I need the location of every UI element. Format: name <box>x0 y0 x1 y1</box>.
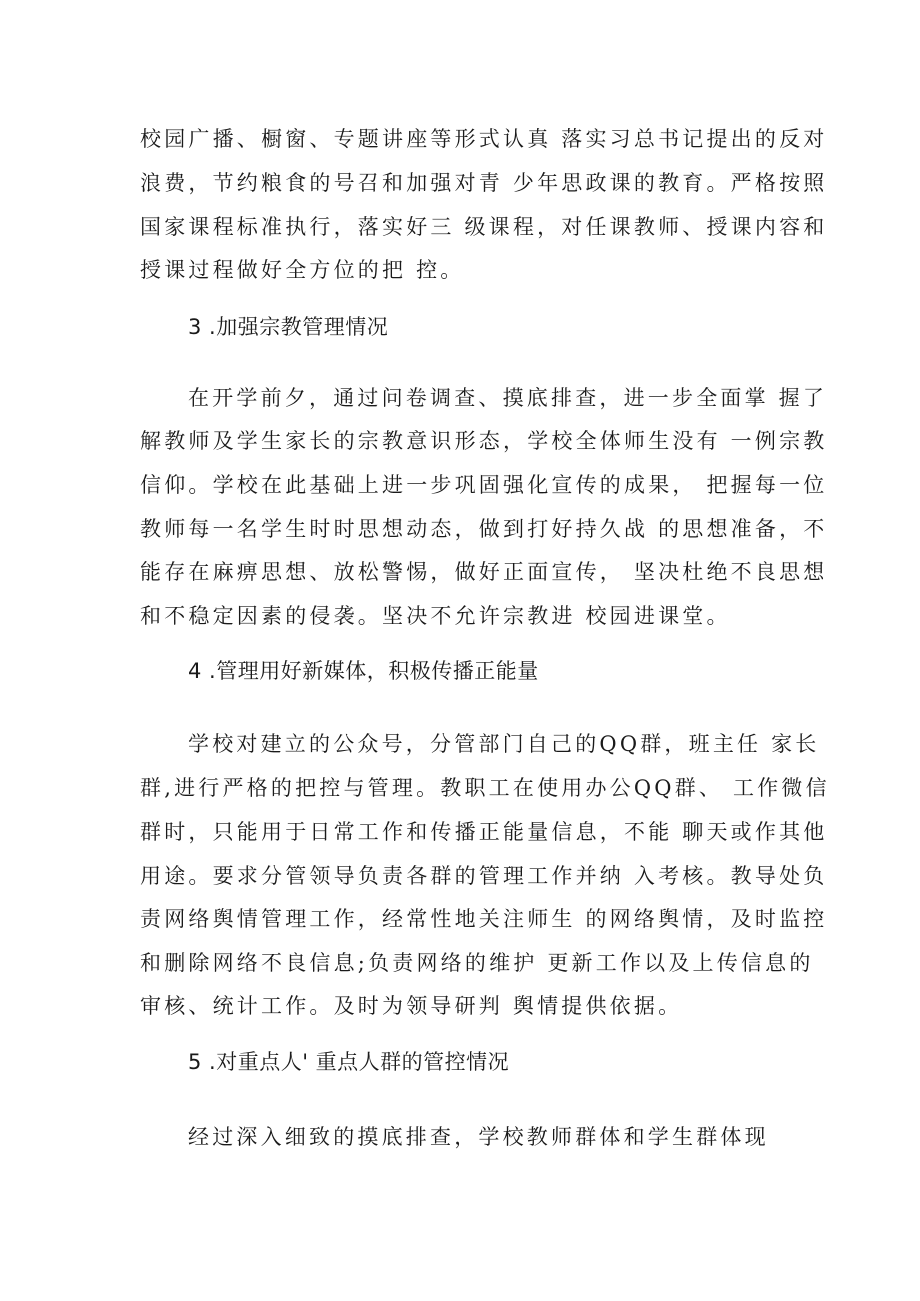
paragraph-3-line-2: 解教师及学生家长的宗教意识形态，学校全体师生没有 一例宗教 <box>140 429 828 453</box>
paragraph-1-line-4: 授课过程做好全方位的把 控。 <box>140 258 465 282</box>
paragraph-3-line-3: 信仰。学校在此基础上进一步巩固强化宣传的成果， 把握每一位 <box>140 473 828 497</box>
paragraph-3-line-5: 能存在麻痹思想、放松警惕，做好正面宣传， 坚决杜绝不良思想 <box>140 560 828 584</box>
section-5-heading: 5 .对重点人' 重点人群的管控情况 <box>188 1050 510 1074</box>
paragraph-3-line-6: 和不稳定因素的侵袭。坚决不允许宗教进 校园进课堂。 <box>140 604 731 628</box>
paragraph-4-line-4: 用途。要求分管领导负责各群的管理工作并纳 入考核。教导处负 <box>140 864 828 888</box>
paragraph-1-line-1: 校园广播、橱窗、专题讲座等形式认真 落实习总书记提出的反对 <box>140 127 828 151</box>
paragraph-4-line-2: 群,进行严格的把控与管理。教职工在使用办公QQ群、 工作微信 <box>140 776 830 800</box>
paragraph-4-line-7: 审核、统计工作。及时为领导研判 舆情提供依据。 <box>140 994 683 1018</box>
paragraph-1-line-3: 国家课程标准执行，落实好三 级课程，对任课教师、授课内容和 <box>140 215 828 239</box>
paragraph-3-line-1: 在开学前夕，通过问卷调查、摸底排查，进一步全面掌 握了 <box>188 386 828 410</box>
section-4-heading: 4 .管理用好新媒体，积极传播正能量 <box>188 659 539 683</box>
paragraph-5-line-1: 经过深入细致的摸底排查，学校教师群体和学生群体现 <box>188 1125 769 1149</box>
paragraph-4-line-1: 学校对建立的公众号，分管部门自己的QQ群，班主任 家长 <box>188 732 820 756</box>
paragraph-1-line-2: 浪费，节约粮食的号召和加强对青 少年思政课的教育。严格按照 <box>140 171 828 195</box>
paragraph-4-line-6: 和删除网络不良信息;负责网络的维护 更新工作以及上传信息的 <box>140 951 814 975</box>
paragraph-4-line-5: 责网络舆情管理工作，经常性地关注师生 的网络舆情，及时监控 <box>140 907 828 931</box>
paragraph-4-line-3: 群时，只能用于日常工作和传播正能量信息，不能 聊天或作其他 <box>140 820 828 844</box>
paragraph-3-line-4: 教师每一名学生时时思想动态，做到打好持久战 的思想准备，不 <box>140 517 828 541</box>
section-3-heading: 3 .加强宗教管理情况 <box>188 315 389 339</box>
